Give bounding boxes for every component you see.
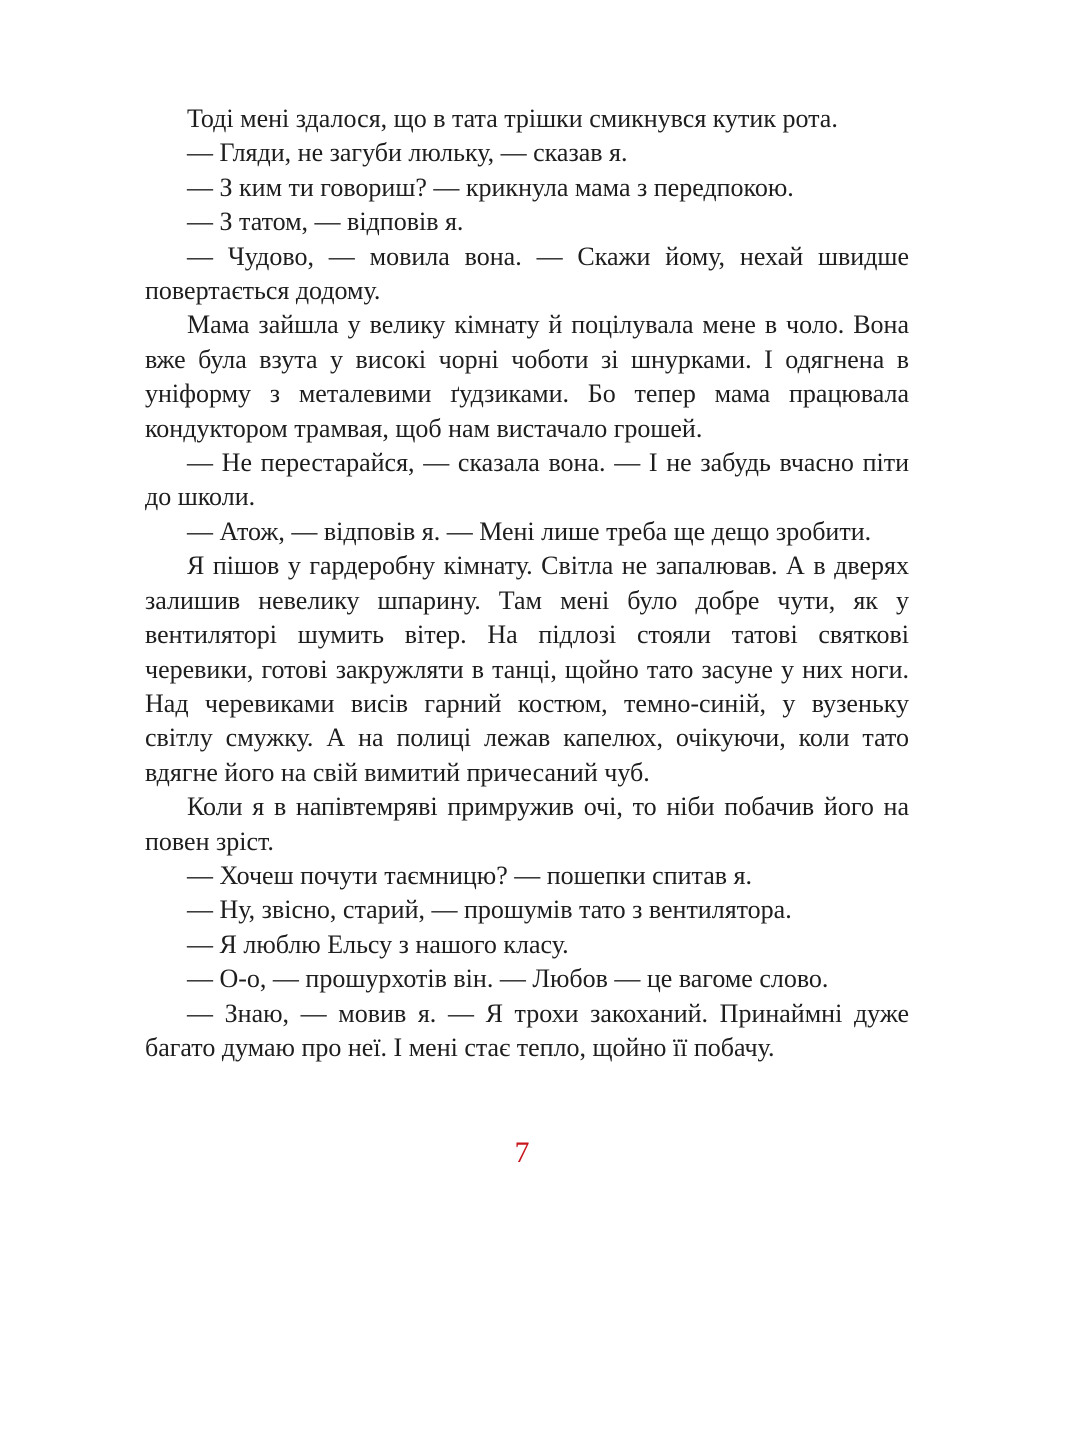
paragraph: — Не перестарайся, — сказала вона. — І не забудь вчасно піти до школи. [145,448,909,512]
paragraph: — Гляди, не загуби люльку, — сказав я. [187,138,628,168]
paragraph: — Атож, — відповів я. — Мені лише треба ще дещо зробити. [187,516,872,546]
paragraph: Тоді мені здалося, що в тата трішки смикнувся кутик рота. [187,104,838,133]
paragraph: — Я люблю Ельсу з нашого класу. [187,929,569,959]
paragraph: Коли я в напівтемряві примружив очі, то ніби побачив його на повен зріст. [145,792,909,856]
paragraph: — Чудово, — мовила вона. — Скажи йому, нехай швидше повертається додому. [145,241,909,306]
paragraph: — Ну, звісно, старий, — прошумів тато з вентилятора. [187,895,792,925]
paragraph: Я пішов у гардеробну кімнату. Світла не запалював. А в дверях залишив невелику шпарину. Там мені було добре чути, як у вентиляторі шумить вітер. На підлозі стояли татові святкові черевики, готові закружляти в танці, щойно тато засуне у них ноги. Над черевиками висів гарний костюм, темно-синій, у вузеньку світлу смужку. А на полиці лежав капелюх, очікуючи, коли тато вдягне його на свій вимитий причесаний чуб. [145,551,909,787]
body-text [145,102,909,1065]
paragraph: — Хочеш почути таємницю? — пошепки спитав я. [187,860,752,890]
paragraph: — О-о, — прошурхотів він. — Любов — це вагоме слово. [187,964,829,994]
paragraph: — З ким ти говориш? — крикнула мама з передпокою. [187,172,794,202]
paragraph: — З татом, — відповів я. [187,207,464,237]
page-number: 7 [514,1136,530,1169]
paragraph: — Знаю, — мовив я. — Я трохи закоханий. Принаймні дуже багато думаю про неї. І мені стає тепло, щойно її побачу. [145,998,909,1062]
paragraph: Мама зайшла у велику кімнату й поцілувала мене в чоло. Вона вже була взута у високі чорні чоботи зі шнурками. І одягнена в уніформу з металевими ґудзиками. Бо тепер мама працювала кондуктором трамвая, щоб нам вистачало грошей. [145,310,909,443]
